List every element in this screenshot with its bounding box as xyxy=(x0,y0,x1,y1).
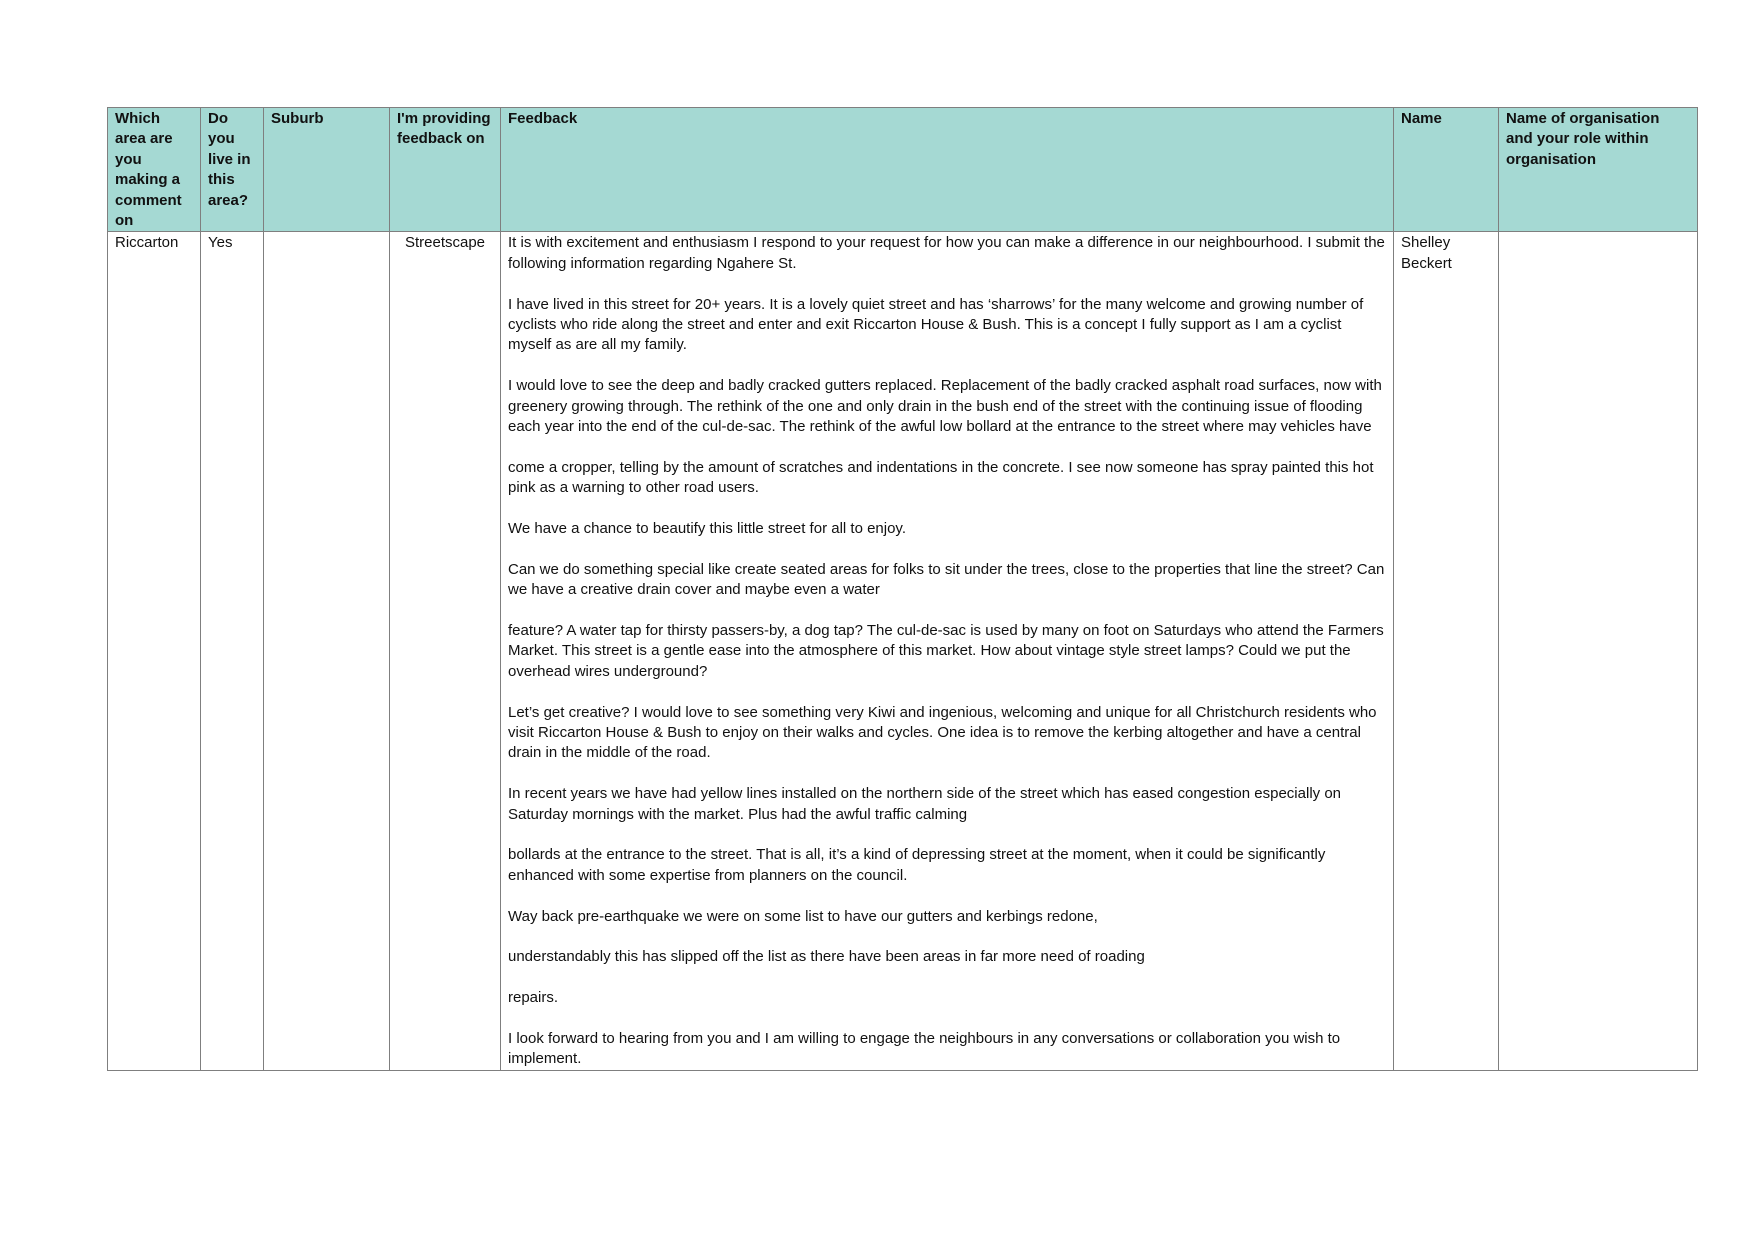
cell-suburb xyxy=(264,232,390,1070)
header-live-in-area: Do you live in this area? xyxy=(201,108,264,232)
feedback-paragraph: It is with excitement and enthusiasm I respond to your request for how you can make a difference in our neighbourhood. I submit the following information regarding Ngahere St. xyxy=(508,234,1385,272)
feedback-paragraph: In recent years we have had yellow lines installed on the northern side of the street which has eased congestion especially on Saturday mornings with the market. Plus had the awful traffic calming xyxy=(508,785,1341,823)
header-name: Name xyxy=(1394,108,1499,232)
cell-area: Riccarton xyxy=(108,232,201,1070)
header-organisation-role: Name of organisation and your role within organisation xyxy=(1499,108,1698,232)
cell-organisation-role xyxy=(1499,232,1698,1070)
header-feedback-on: I'm providing feedback on xyxy=(390,108,501,232)
feedback-paragraph: We have a chance to beautify this little street for all to enjoy. xyxy=(508,520,906,538)
header-row xyxy=(108,108,1698,232)
feedback-paragraph: understandably this has slipped off the list as there have been areas in far more need of roading xyxy=(508,948,1145,966)
header-area: Which area are you making a comment on xyxy=(108,108,201,232)
cell-name: Shelley Beckert xyxy=(1394,232,1499,1070)
header-suburb: Suburb xyxy=(264,108,390,232)
feedback-table xyxy=(107,107,1698,1071)
feedback-paragraph: Let’s get creative? I would love to see something very Kiwi and ingenious, welcoming and unique for all Christchurch residents who visit Riccarton House & Bush to enjoy on their walks and cycles. One idea is to remove the kerbing altogether and have a central drain in the middle of the road. xyxy=(508,703,1377,762)
feedback-paragraph: I look forward to hearing from you and I am willing to engage the neighbours in any conversations or collaboration you wish to implement. xyxy=(508,1030,1341,1068)
feedback-paragraph: bollards at the entrance to the street. That is all, it’s a kind of depressing street at the moment, when it could be significantly enhanced with some expertise from planners on the council. xyxy=(508,846,1326,884)
feedback-paragraph: Can we do something special like create seated areas for folks to sit under the trees, close to the properties that line the street? Can we have a creative drain cover and maybe even a water xyxy=(508,560,1385,599)
cell-live-in-area: Yes xyxy=(201,232,264,1070)
cell-feedback-on: Streetscape xyxy=(390,232,501,1070)
feedback-paragraph: I have lived in this street for 20+ years. It is a lovely quiet street and has ‘sharrows’ for the many welcome and growing number of cyclists who ride along the street and enter and exit Riccarton House & Bush. This is a concept I fully support as I am a cyclist myself as are all my family. xyxy=(508,295,1364,354)
feedback-paragraph: feature? A water tap for thirsty passers-by, a dog tap? The cul-de-sac is used by many on foot on Saturdays who attend the Farmers Market. This street is a gentle ease into the atmosphere of this market. How about vintage style street lamps? Could we put the overhead wires underground? xyxy=(508,622,1384,680)
cell-feedback xyxy=(501,232,1394,1070)
feedback-paragraph: Way back pre-earthquake we were on some list to have our gutters and kerbings redone, xyxy=(508,907,1098,925)
header-feedback: Feedback xyxy=(501,108,1394,232)
feedback-paragraph: repairs. xyxy=(508,989,559,1007)
table-row xyxy=(108,232,1698,1070)
feedback-paragraph: I would love to see the deep and badly cracked gutters replaced. Replacement of the badly cracked asphalt road surfaces, now with greenery growing through. The rethink of the one and only drain in the bush end of the street with the continuing issue of flooding each year into the end of the cul-de-sac. The rethink of the awful low bollard at the entrance to the street where may vehicles have xyxy=(508,377,1382,436)
feedback-paragraph: come a cropper, telling by the amount of scratches and indentations in the concrete. I see now someone has spray painted this hot pink as a warning to other road users. xyxy=(508,458,1374,497)
